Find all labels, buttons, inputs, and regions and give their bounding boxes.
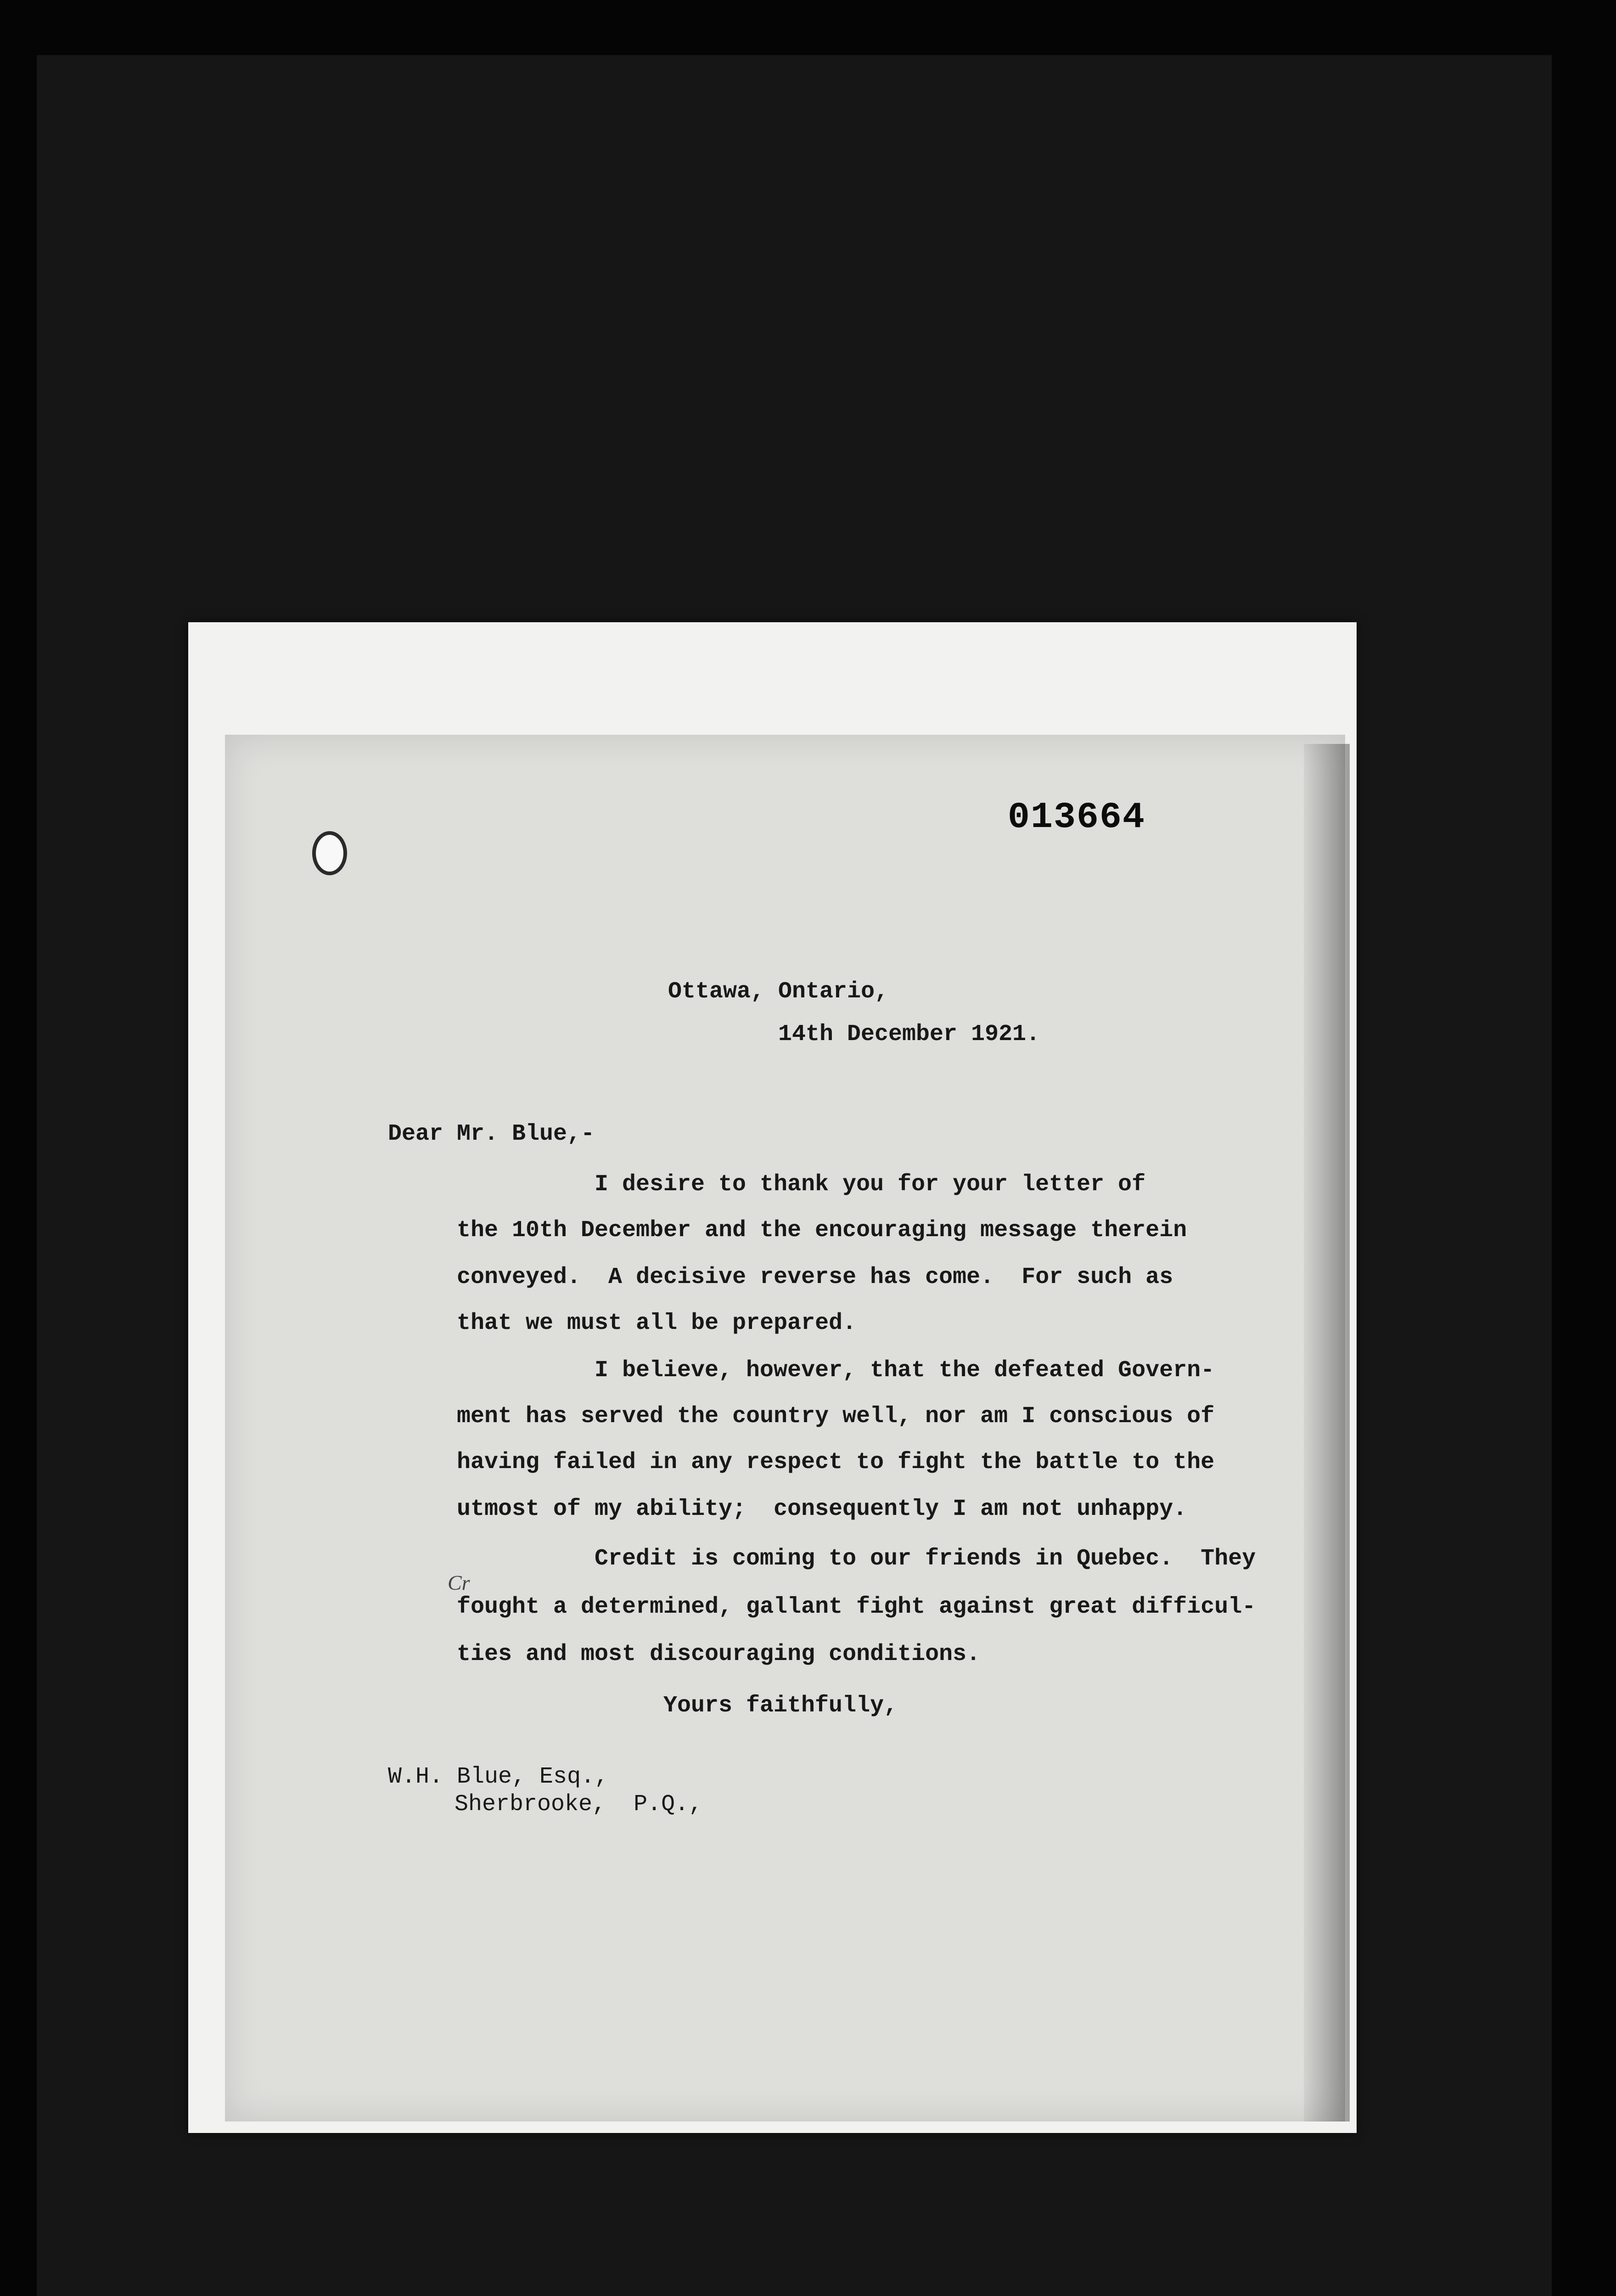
body-line: Credit is coming to our friends in Quebec. They <box>595 1546 1256 1572</box>
letter-salutation: Dear Mr. Blue,- <box>388 1121 595 1147</box>
punch-hole-icon <box>312 831 347 875</box>
body-line: I desire to thank you for your letter of <box>595 1171 1146 1198</box>
body-line: ties and most discouraging conditions. <box>457 1641 981 1667</box>
body-line: that we must all be prepared. <box>457 1310 857 1336</box>
body-line: ment has served the country well, nor am I conscious of <box>457 1403 1215 1429</box>
body-line: conveyed. A decisive reverse has come. For such as <box>457 1264 1173 1290</box>
addressee-city: Sherbrooke, P.Q., <box>454 1791 703 1818</box>
letter-date: 14th December 1921. <box>778 1021 1040 1047</box>
body-line: the 10th December and the encouraging message therein <box>457 1217 1187 1244</box>
addressee-name: W.H. Blue, Esq., <box>388 1764 609 1790</box>
reference-number-stamp: 013664 <box>1008 797 1146 838</box>
typist-initials: Cr <box>448 1571 470 1594</box>
page-edge-shadow <box>1304 744 1350 2122</box>
body-line: fought a determined, gallant fight against great difficul- <box>457 1594 1256 1620</box>
letter-place: Ottawa, Ontario, <box>668 979 889 1005</box>
body-line: I believe, however, that the defeated Govern- <box>595 1357 1215 1384</box>
letter-closing: Yours faithfully, <box>663 1693 898 1719</box>
body-line: having failed in any respect to fight the battle to the <box>457 1449 1215 1475</box>
body-line: utmost of my ability; consequently I am not unhappy. <box>457 1496 1187 1522</box>
